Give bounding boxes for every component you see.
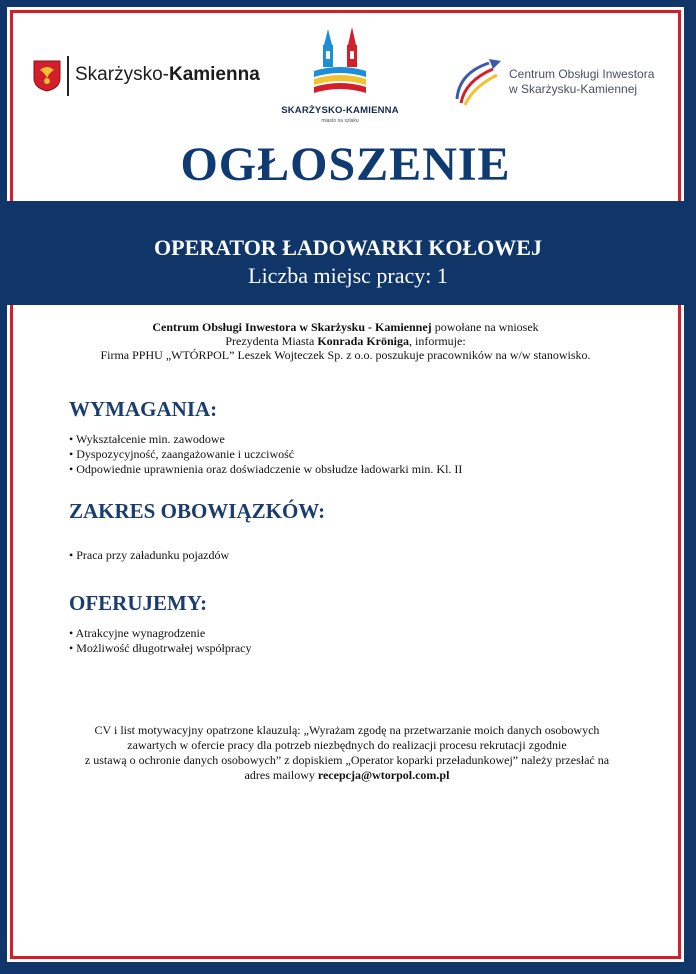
list-item: • Odpowiednie uprawnienia oraz doświadczenie w obsłudze ładowarki min. Kl. II	[69, 462, 462, 477]
job-title: OPERATOR ŁADOWARKI KOŁOWEJ	[154, 235, 542, 260]
requirements-heading: WYMAGANIA:	[69, 397, 218, 421]
intro-paragraph	[7, 320, 684, 362]
document-frame	[7, 7, 684, 962]
city-crest-icon	[33, 60, 61, 92]
job-openings-count: Liczba miejsc pracy: 1	[248, 263, 448, 288]
offer-heading: OFERUJEMY:	[69, 591, 208, 615]
skarzysko-logo	[33, 50, 263, 96]
rocket-swoosh-icon	[447, 51, 505, 109]
intro-line-2: Prezydenta Miasta Konrada Kröniga, informuje:	[225, 334, 466, 348]
brand-city-name: SKARŻYSKO-KAMIENNA	[281, 105, 399, 116]
intro-line-3: Firma PPHU „WTÓRPOL” Leszek Wojteczek Sp. z o.o. poszukuje pracowników na w/w stanowisko.	[100, 348, 591, 362]
investor-center-logo	[447, 51, 677, 111]
city-brand-logo	[275, 25, 405, 127]
footer-line-3: z ustawą o ochronie danych osobowych” z dopiskiem „Operator koparki przeładunkowej” należy przesłać na	[84, 753, 610, 767]
list-item: • Dyspozycyjność, zaangażowanie i uczciwość	[69, 447, 462, 462]
duties-list	[69, 548, 229, 563]
city-towers-icon	[310, 25, 370, 103]
footer-line-4: adres mailowy recepcja@wtorpol.com.pl	[244, 768, 450, 782]
contact-email[interactable]: recepcja@wtorpol.com.pl	[317, 768, 450, 782]
list-item: • Atrakcyjne wynagrodzenie	[69, 626, 252, 641]
offer-list	[69, 626, 252, 656]
announcement-title: OGŁOSZENIE	[180, 138, 511, 191]
list-item: • Możliwość długotrwałej współpracy	[69, 641, 252, 656]
investor-center-line2: w Skarżysku-Kamiennej	[509, 82, 638, 96]
application-instructions	[67, 723, 627, 783]
list-item: • Wykształcenie min. zawodowe	[69, 432, 462, 447]
job-banner	[0, 201, 696, 305]
investor-center-name	[509, 67, 654, 97]
list-item: • Praca przy załadunku pojazdów	[69, 548, 229, 563]
duties-heading: ZAKRES OBOWIĄZKÓW:	[69, 499, 326, 523]
footer-line-2: zawartych w ofercie pracy dla potrzeb niezbędnych do realizacji procesu rekrutacji zgodnie	[127, 738, 567, 752]
logo-divider	[67, 56, 69, 96]
footer-line-1: CV i list motywacyjny opatrzone klauzulą: „Wyrażam zgodę na przetwarzanie moich danych osobowych	[94, 723, 600, 737]
investor-center-line1: Centrum Obsługi Inwestora	[509, 67, 655, 81]
brand-tagline: miasto na szlaku	[321, 118, 359, 124]
intro-line-1: Centrum Obsługi Inwestora w Skarżysku - Kamiennej powołane na wniosek	[152, 320, 539, 334]
city-name-logo-text: Skarżysko-Kamienna	[75, 64, 260, 85]
requirements-list	[69, 432, 462, 477]
